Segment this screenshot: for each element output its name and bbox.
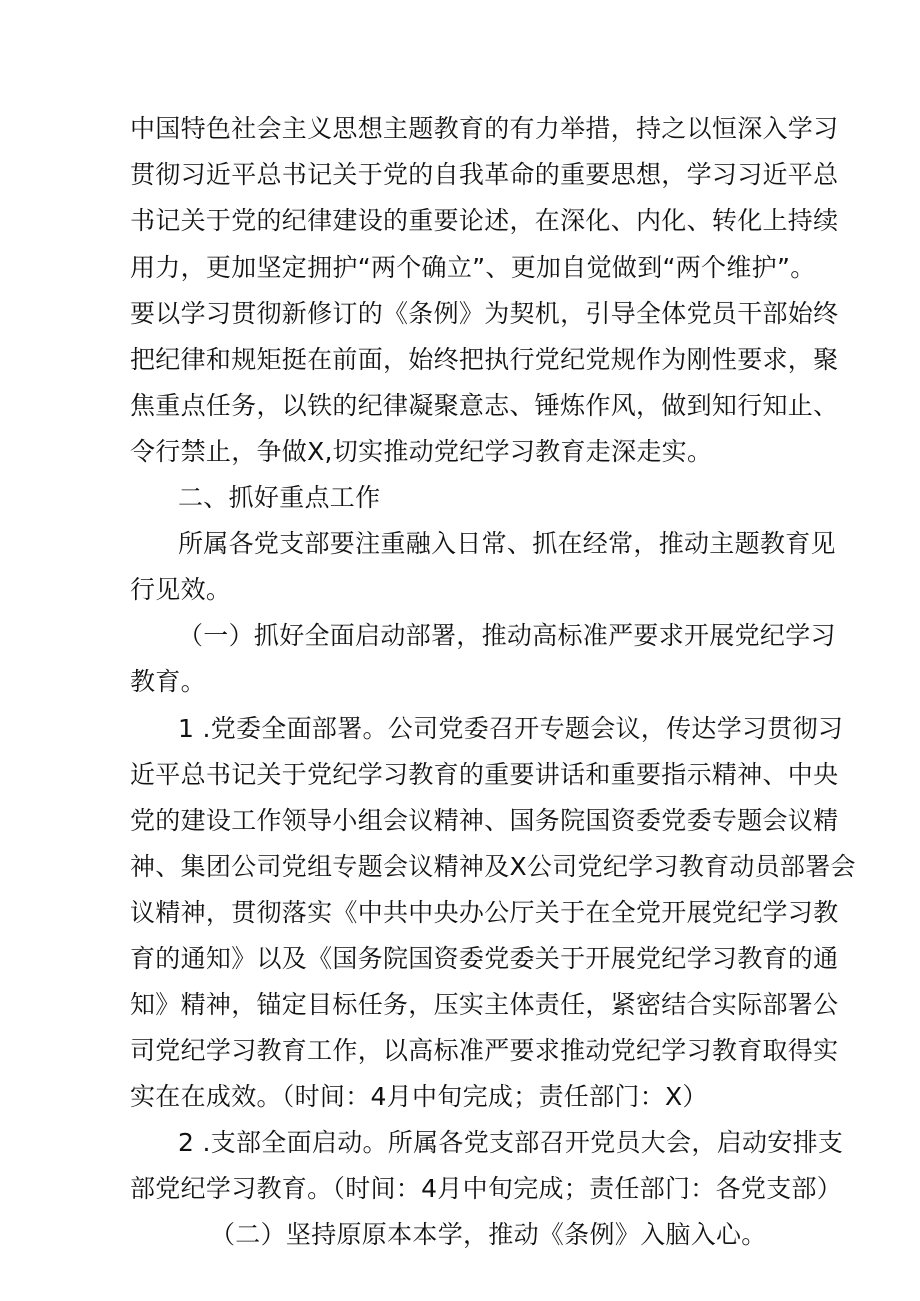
body-line: 用力，更加坚定拥护“两个确立”、更加自觉做到“两个维护”。 bbox=[130, 253, 816, 282]
body-line: 议精神，贯彻落实《中共中央办公厅关于在全党开展党纪学习教 bbox=[130, 898, 839, 927]
body-line: 近平总书记关于党纪学习教育的重要讲话和重要指示精神、中央 bbox=[130, 760, 839, 789]
body-line: 知》精神，锚定目标任务，压实主体责任，紧密结合实际部署公 bbox=[130, 990, 839, 1019]
body-line: 中国特色社会主义思想主题教育的有力举措，持之以恒深入学习 bbox=[130, 114, 839, 143]
body-line: 把纪律和规矩挺在前面，始终把执行党纪党规作为刚性要求，聚 bbox=[130, 345, 839, 374]
body-line: 神、集团公司党组专题会议精神及X公司党纪学习教育动员部署会 bbox=[130, 852, 856, 881]
list-item-start: 1 .党委全面部署。公司党委召开专题会议，传达学习贯彻习 bbox=[178, 714, 844, 743]
body-line: 书记关于党的纪律建设的重要论述，在深化、内化、转化上持续 bbox=[130, 206, 839, 235]
paragraph-start: 所属各党支部要注重融入日常、抓在经常，推动主题教育见 bbox=[178, 529, 836, 558]
body-line: 司党纪学习教育工作，以高标准严要求推动党纪学习教育取得实 bbox=[130, 1036, 839, 1065]
body-line: 贯彻习近平总书记关于党的自我革命的重要思想，学习习近平总 bbox=[130, 160, 839, 189]
body-line: 育的通知》以及《国务院国资委党委关于开展党纪学习教育的通 bbox=[130, 944, 839, 973]
list-item-start: 2 .支部全面启动。所属各党支部召开党员大会，启动安排支 bbox=[178, 1128, 844, 1157]
subsection-heading: （二）坚持原原本本学，推动《条例》入脑入心。 bbox=[210, 1220, 767, 1249]
body-line: 实在在成效。（时间：4月中旬完成；责任部门：X） bbox=[130, 1082, 708, 1111]
body-line: 焦重点任务，以铁的纪律凝聚意志、锤炼作风，做到知行知止、 bbox=[130, 391, 839, 420]
body-line: 令行禁止，争做X,切实推动党纪学习教育走深走实。 bbox=[130, 437, 713, 466]
section-heading: 二、抓好重点工作 bbox=[178, 483, 381, 512]
body-line: 要以学习贯彻新修订的《条例》为契机，引导全体党员干部始终 bbox=[130, 299, 839, 328]
body-line: 党的建设工作领导小组会议精神、国务院国资委党委专题会议精 bbox=[130, 806, 839, 835]
body-line: 部党纪学习教育。（时间：4月中旬完成；责任部门：各党支部） bbox=[130, 1174, 843, 1203]
body-line: 教育。 bbox=[130, 667, 206, 696]
body-line: 行见效。 bbox=[130, 575, 232, 604]
subsection-heading: （一）抓好全面启动部署，推动高标准严要求开展党纪学习 bbox=[178, 621, 836, 650]
